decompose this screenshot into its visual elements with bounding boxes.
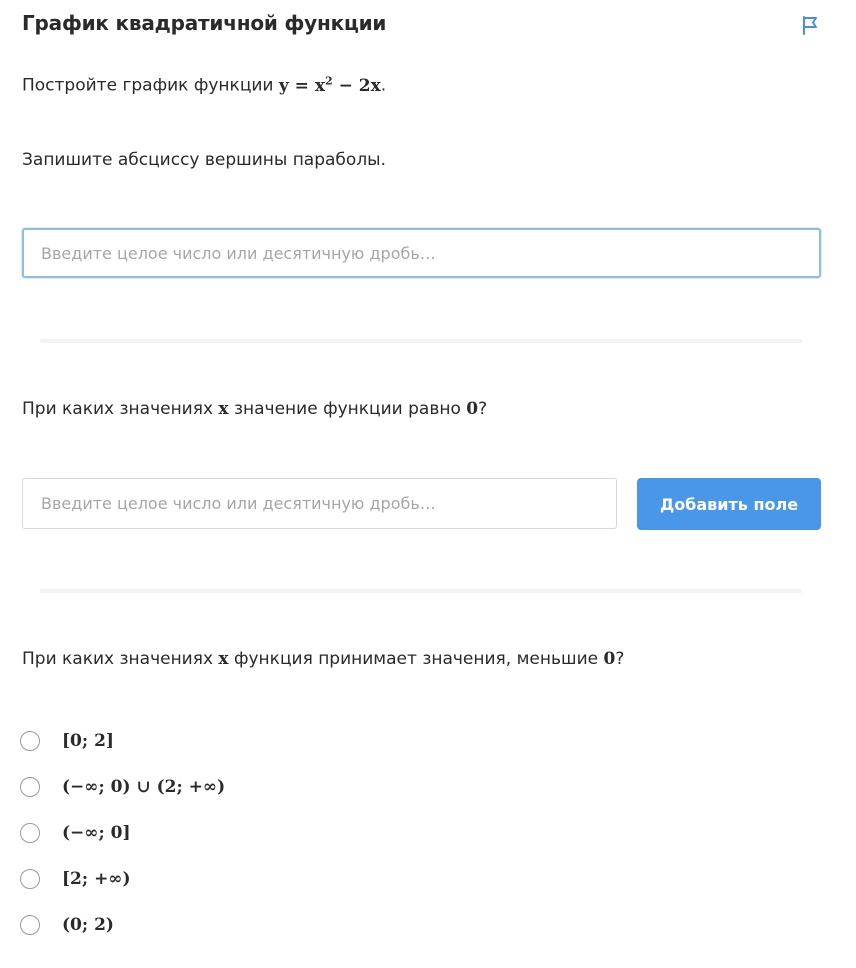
option-5[interactable] (20, 912, 114, 938)
option-label: [2; +∞) (62, 869, 131, 889)
option-label: (−∞; 0] (62, 823, 131, 843)
page-title: График квадратичной функции (22, 11, 387, 35)
option-4[interactable] (20, 866, 131, 892)
zeros-answer-input[interactable] (22, 478, 617, 529)
option-label: [0; 2] (62, 731, 114, 751)
radio-button[interactable] (20, 731, 40, 751)
value-zero: 0 (603, 649, 616, 669)
flag-icon[interactable] (800, 14, 822, 36)
formula-exponent: 2 (325, 74, 333, 87)
question-mark: ? (615, 649, 625, 669)
radio-button[interactable] (20, 777, 40, 797)
radio-button[interactable] (20, 915, 40, 935)
formula-rest: − 2x (332, 75, 381, 96)
option-2[interactable] (20, 774, 225, 800)
question-vertex: Запишите абсциссу вершины параболы. (22, 150, 387, 170)
formula-base: y = x (278, 75, 325, 96)
option-1[interactable] (20, 728, 114, 754)
question-text: значение функции равно (228, 399, 467, 419)
question-text: При каких значениях (22, 399, 219, 419)
instruction-text: Постройте график функции (22, 75, 279, 96)
task-instruction (22, 74, 386, 96)
question-mark: ? (478, 399, 488, 419)
section-divider (40, 339, 802, 343)
instruction-end: . (380, 75, 387, 96)
add-field-button[interactable]: Добавить поле (637, 478, 821, 530)
option-label: (−∞; 0) ∪ (2; +∞) (62, 777, 226, 797)
value-zero: 0 (466, 399, 479, 419)
question-negative (22, 649, 624, 669)
question-text: При каких значениях (22, 649, 219, 669)
section-divider (40, 589, 802, 593)
radio-button[interactable] (20, 869, 40, 889)
option-label: (0; 2) (62, 915, 114, 935)
radio-button[interactable] (20, 823, 40, 843)
variable-x: x (218, 399, 229, 419)
function-formula (279, 76, 381, 96)
question-text: функция принимает значения, меньшие (228, 649, 604, 669)
question-zeros (22, 399, 487, 419)
option-3[interactable] (20, 820, 131, 846)
variable-x: x (218, 649, 229, 669)
vertex-answer-input[interactable] (22, 228, 821, 278)
